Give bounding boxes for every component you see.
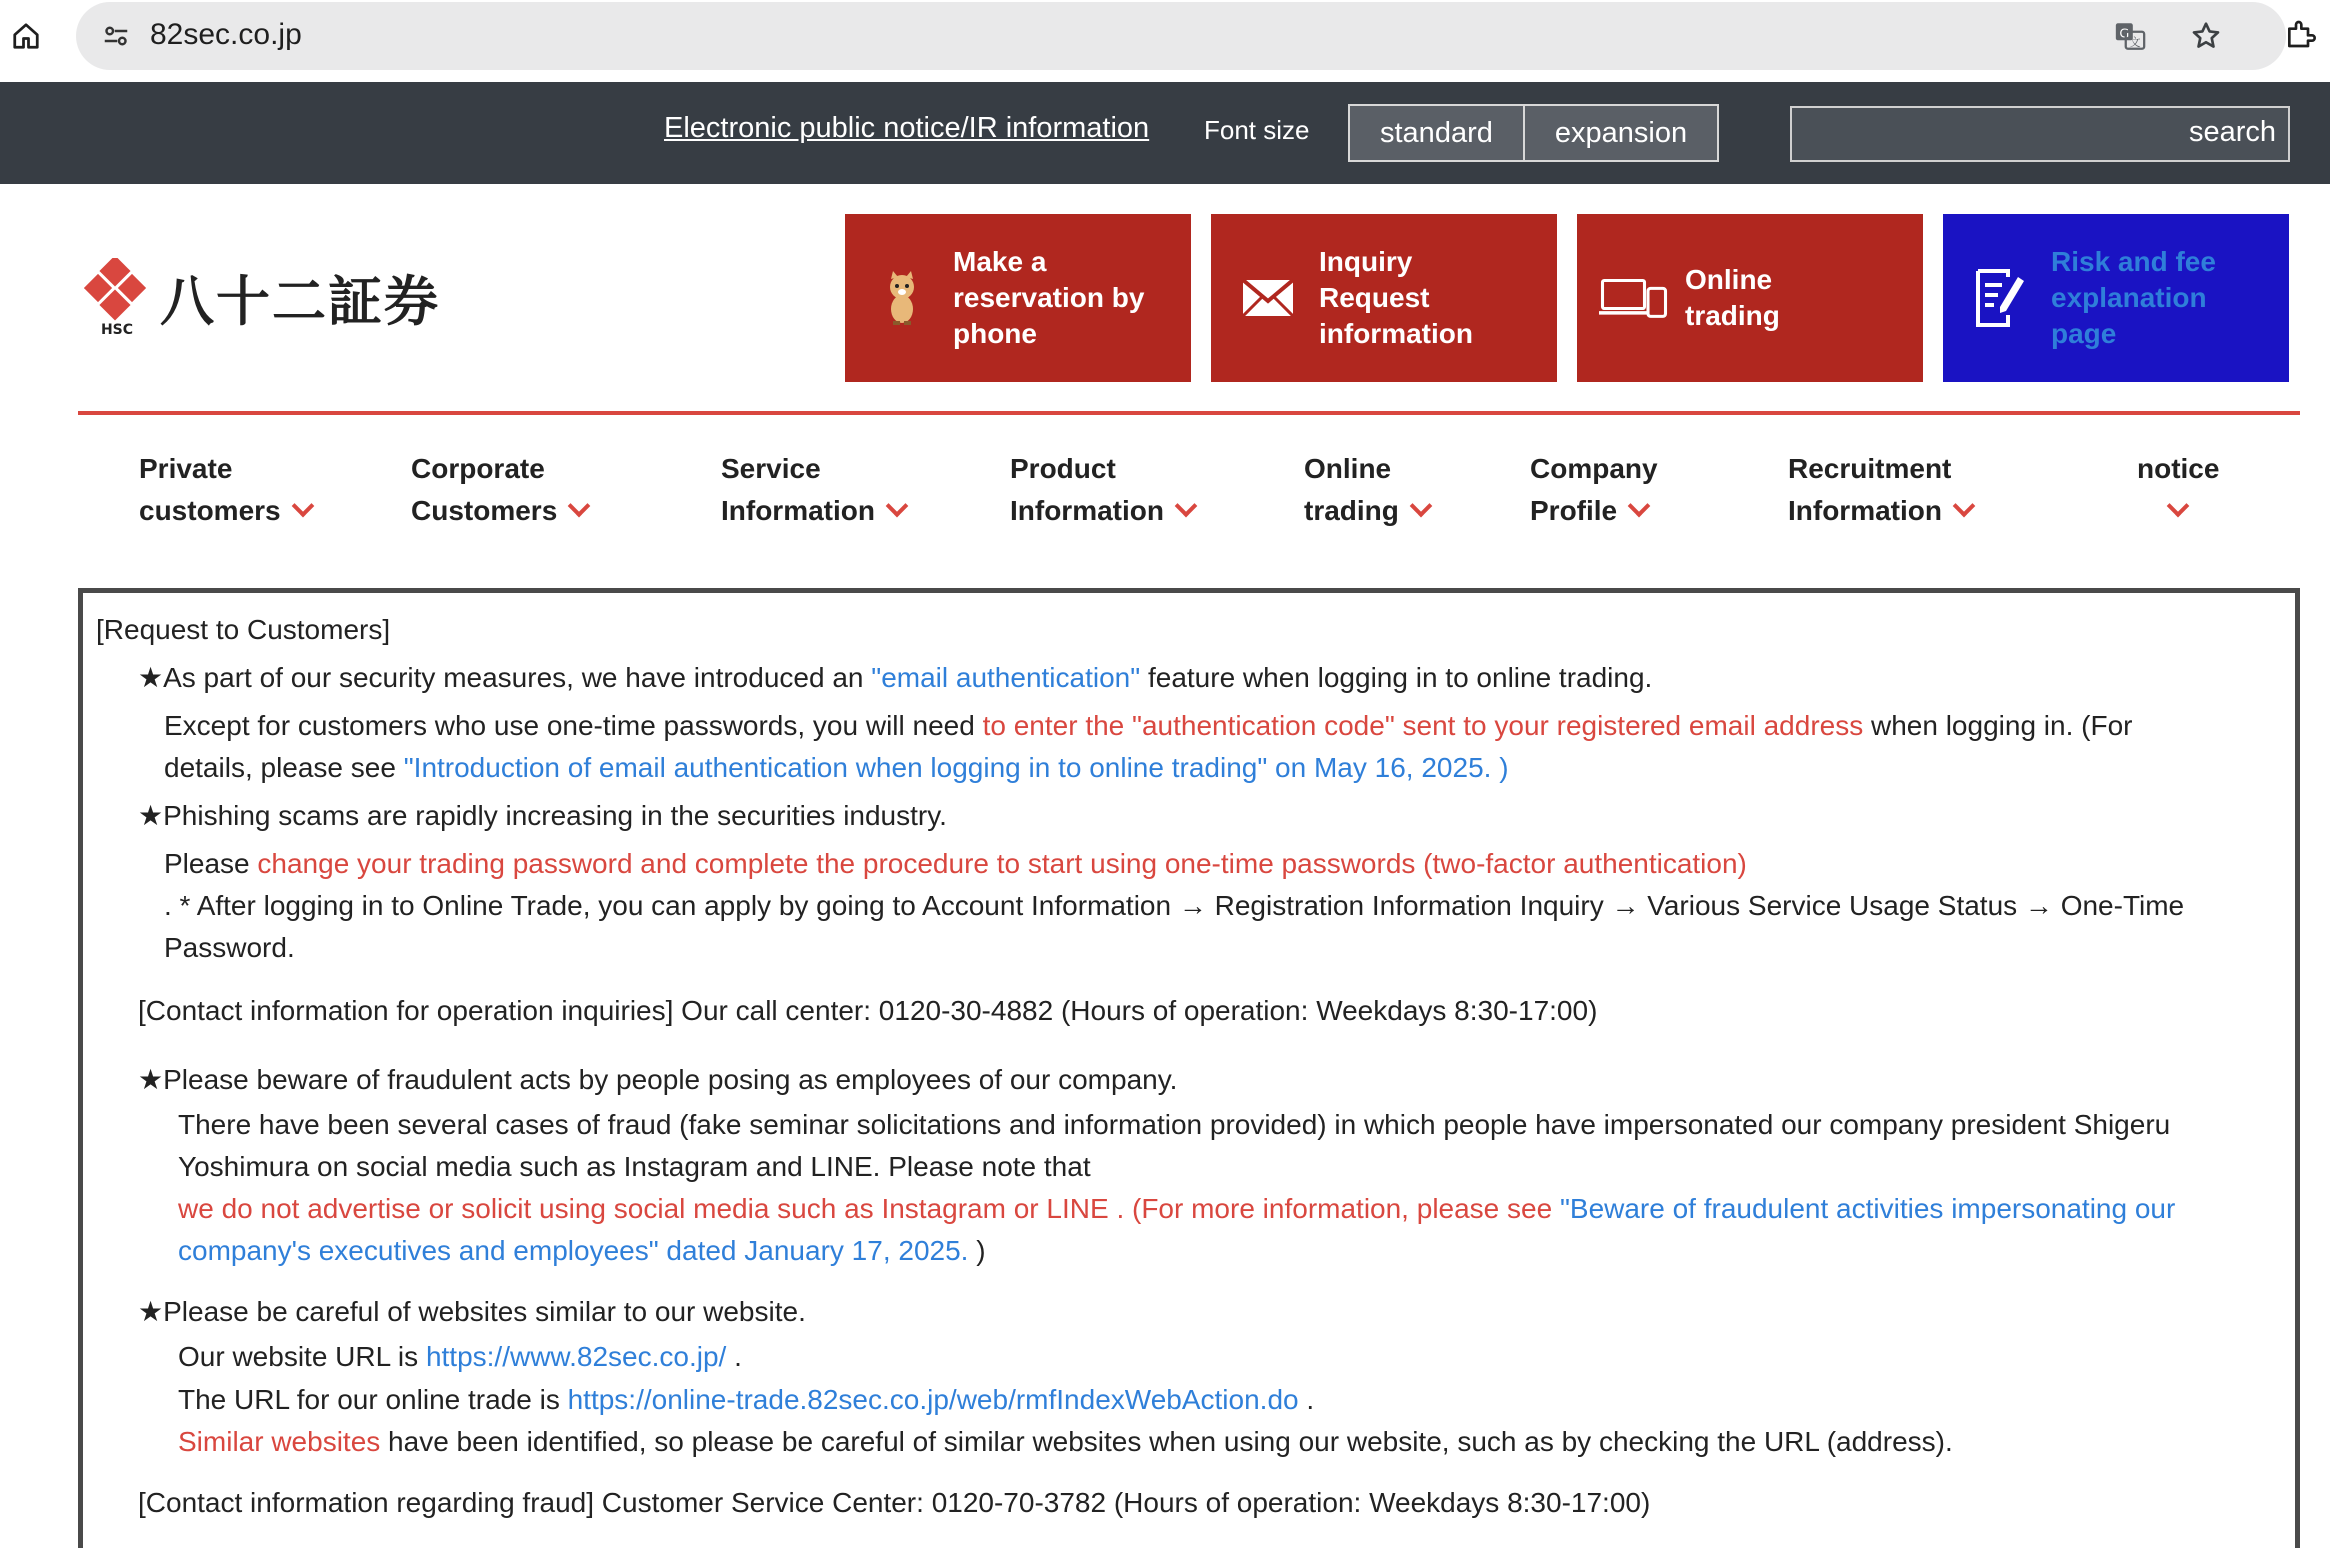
online-trade-url-link[interactable]: https://online-trade.82sec.co.jp/web/rmfIndexWebAction.do — [567, 1384, 1299, 1415]
notice-phishing: ★Phishing scams are rapidly increasing in the securities industry. — [138, 800, 947, 831]
chevron-down-icon — [1953, 495, 1976, 518]
notice-fraud-detail-2: Yoshimura on social media such as Instagram and LINE. Please note that — [178, 1151, 1091, 1182]
notice-fraud-detail: There have been several cases of fraud (fake seminar solicitations and information provided) in which people have impersonated our company president Shigeru — [178, 1109, 2171, 1140]
svg-text:文: 文 — [2129, 34, 2141, 49]
notice-phishing-steps: . * After logging in to Online Trade, you can apply by going to Account Information → Registration Information Inquiry → Various Service Usage Status → One-Time — [164, 890, 2185, 921]
phone-button-line1: Make a — [953, 246, 1047, 277]
notice-website-url: Our website URL is https://www.82sec.co.jp/ . — [178, 1341, 742, 1372]
risk-fee-line1: Risk and fee — [2051, 246, 2216, 277]
nav-corporate-customers[interactable]: Corporate Customers — [411, 448, 587, 532]
logo-text: 八十二証券 — [160, 269, 440, 333]
chevron-down-icon — [1410, 495, 1433, 518]
svg-text:G: G — [2119, 26, 2130, 42]
nav-company-profile[interactable]: Company Profile — [1530, 453, 1658, 526]
notice-contact-operations: [Contact information for operation inquiries] Our call center: 0120-30-4882 (Hours of operation: Weekdays 8:30-17:00) — [138, 995, 1598, 1026]
phone-reservation-button[interactable] — [845, 214, 1191, 382]
notice-fraud-detail-4: company's executives and employees" dated January 17, 2025. ) — [178, 1235, 986, 1266]
notice-email-auth: ★As part of our security measures, we have introduced an "email authentication" feature when logging in to online trading. — [138, 662, 1653, 693]
translate-icon[interactable] — [2110, 16, 2150, 56]
risk-fee-button[interactable] — [1943, 214, 2289, 382]
company-logo[interactable] — [84, 258, 440, 336]
notice-fraud-detail-3: we do not advertise or solicit using social media such as Instagram or LINE . (For more information, please see "Beware of fraudulent activities impersonating our — [178, 1193, 2176, 1224]
chevron-down-icon — [2167, 495, 2190, 518]
email-auth-intro-link[interactable]: "Introduction of email authentication when logging in to online trading" on May 16, 2025. ) — [403, 752, 1509, 783]
inquiry-button-line3: information — [1319, 318, 1473, 349]
ir-information-link[interactable]: Electronic public notice/IR information — [664, 112, 1150, 144]
notice-contact-fraud: [Contact information regarding fraud] Customer Service Center: 0120-70-3782 (Hours of operation: Weekdays 8:30-17:00) — [138, 1487, 1651, 1518]
phone-button-line3: phone — [953, 318, 1037, 349]
notice-phishing-detail: Please change your trading password and complete the procedure to start using one-time passwords (two-factor authentication) — [164, 848, 1747, 879]
risk-fee-line3: page — [2051, 318, 2117, 349]
chevron-down-icon — [1175, 495, 1198, 518]
svg-text:HSC: HSC — [100, 322, 134, 336]
address-bar[interactable] — [76, 2, 2286, 70]
font-standard-button[interactable]: standard — [1350, 106, 1523, 160]
notice-phishing-steps-2: Password. — [164, 932, 295, 963]
bookmark-star-icon[interactable] — [2186, 16, 2226, 56]
inquiry-button-line2: Request — [1319, 282, 1430, 313]
nav-notice[interactable]: notice — [2137, 448, 2219, 532]
fraud-warning-link-cont[interactable]: company's executives and employees" dated January 17, 2025. — [178, 1235, 969, 1266]
search-input[interactable] — [1790, 106, 2290, 162]
document-pen-icon — [1965, 267, 2035, 329]
chevron-down-icon — [568, 495, 591, 518]
devices-icon — [1599, 275, 1669, 321]
chevron-down-icon — [886, 495, 909, 518]
notice-email-auth-detail-2: details, please see "Introduction of email authentication when logging in to online trading" on May 16, 2025. ) — [164, 752, 1509, 783]
notice-online-trade-url: The URL for our online trade is https://online-trade.82sec.co.jp/web/rmfIndexWebAction.do . — [178, 1384, 1315, 1415]
font-expansion-button[interactable]: expansion — [1523, 106, 1717, 160]
inquiry-button-line1: Inquiry — [1319, 246, 1413, 277]
nav-recruitment-information[interactable]: Recruitment Information — [1788, 448, 1972, 532]
fraud-warning-link[interactable]: "Beware of fraudulent activities impersonating our — [1559, 1193, 2176, 1224]
online-trading-line2: trading — [1685, 300, 1780, 331]
website-url-link[interactable]: https://www.82sec.co.jp/ — [425, 1341, 727, 1372]
browser-toolbar — [0, 0, 2330, 82]
nav-private-customers[interactable]: Private customers — [139, 448, 311, 532]
notice-email-auth-detail: Except for customers who use one-time passwords, you will need to enter the "authentication code" sent to your registered email address when logging in. (For — [164, 710, 2133, 741]
change-password-link[interactable]: change your trading password and complete the procedure to start using one-time passwords (two-factor authentication) — [257, 848, 1747, 879]
customer-notice-box — [78, 588, 2300, 1548]
notice-similar-sites-detail: Similar websites have been identified, so please be careful of similar websites when using our website, such as by checking the URL (address). — [178, 1426, 1953, 1457]
nav-online-trading[interactable]: Online trading — [1304, 448, 1429, 532]
utility-bar — [0, 82, 2330, 184]
phone-button-line2: reservation by — [953, 282, 1145, 313]
email-auth-link[interactable]: "email authentication" — [871, 662, 1141, 693]
nav-service-information[interactable]: Service Information — [721, 448, 905, 532]
font-size-label: Font size — [1204, 115, 1310, 145]
font-size-toggle — [1348, 104, 1719, 162]
inquiry-button[interactable] — [1211, 214, 1557, 382]
logo-mark-icon — [84, 258, 150, 336]
extensions-icon[interactable] — [2280, 14, 2320, 54]
header-divider — [78, 411, 2300, 415]
envelope-icon — [1233, 279, 1303, 317]
home-icon[interactable] — [6, 16, 46, 56]
online-trading-button[interactable] — [1577, 214, 1923, 382]
chevron-down-icon — [291, 495, 314, 518]
nav-product-information[interactable]: Product Information — [1010, 448, 1194, 532]
online-trading-line1: Online — [1685, 264, 1773, 295]
chevron-down-icon — [1628, 495, 1651, 518]
search-button[interactable]: search — [2188, 116, 2276, 148]
notice-fraud: ★Please beware of fraudulent acts by people posing as employees of our company. — [138, 1064, 1178, 1095]
url-text[interactable]: 82sec.co.jp — [150, 18, 302, 51]
mascot-icon — [867, 271, 937, 325]
risk-fee-line2: explanation — [2051, 282, 2207, 313]
notice-similar-sites: ★Please be careful of websites similar to our website. — [138, 1296, 806, 1327]
notice-heading: [Request to Customers] — [96, 614, 391, 645]
site-settings-icon[interactable] — [96, 16, 136, 56]
